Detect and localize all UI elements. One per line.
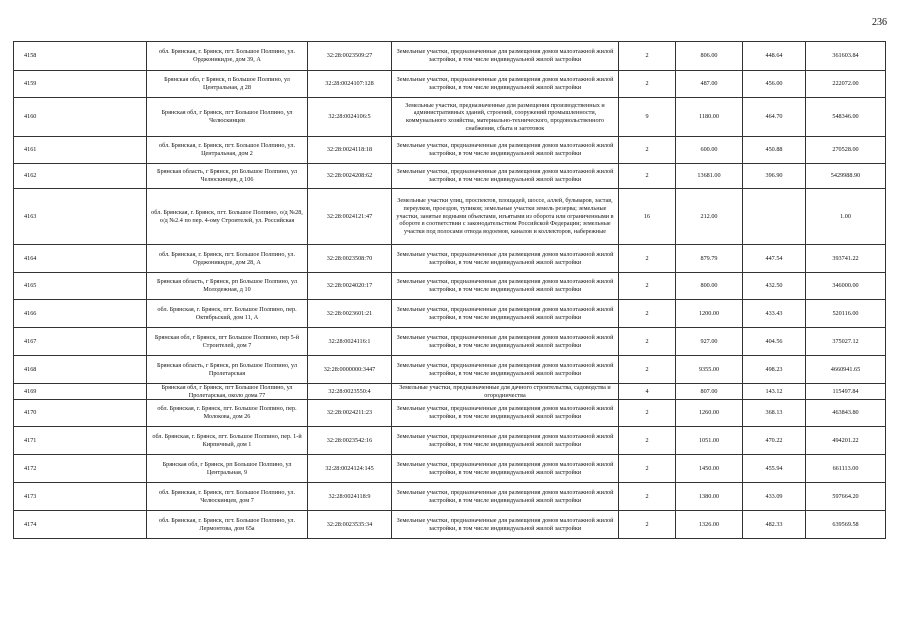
row-number-cell-text: 4162 [24,172,37,180]
land-use-cell-text: Земельные участки, предназначенные для размещения домов малоэтажной жилой застройки, в том числе индивидуальной жилой застройки [396,516,614,532]
address-cell [147,189,308,245]
specific-value-cell [743,511,806,539]
area-cell [676,273,743,300]
cadastral-number-cell [308,164,392,189]
land-use-cell [392,328,619,356]
cadastral-number-cell-text: 32:28:0024020:17 [326,282,373,290]
address-cell [147,427,308,455]
cadastral-value-cell-text: 115497.84 [832,387,859,395]
area-cell-text: 487.00 [700,80,718,88]
specific-value-cell [743,98,806,137]
cadastral-number-cell-text: 32:28:0023550:4 [328,387,371,395]
land-use-cell [392,384,619,400]
area-cell [676,137,743,164]
cadastral-value-cell [806,427,886,455]
area-cell [676,245,743,273]
specific-value-cell [743,71,806,98]
cadastral-value-cell-text: 463843.80 [832,409,859,417]
area-cell-text: 1450.00 [698,464,720,472]
row-number-cell-text: 4167 [24,337,37,345]
table-row [14,356,886,384]
cadastral-value-cell [806,511,886,539]
address-cell-text: Брянская область, г Брянск, рп Большое Полпино, ул Челюскинцев, д 106 [157,168,297,183]
row-number-cell-text: 4164 [24,254,37,262]
area-cell [676,483,743,511]
specific-value-cell-text: 498.23 [765,365,783,373]
address-cell [147,137,308,164]
cadastral-value-cell-text: 661113.00 [832,464,859,472]
cadastral-number-cell-text: 32:28:0024107:128 [325,80,374,88]
area-cell-text: 9355.00 [698,365,720,373]
address-cell [147,273,308,300]
address-cell-text: Брянская область, г Брянск, рп Большое Полпино, ул Молодежная, д 10 [157,278,297,293]
cadastral-value-cell [806,42,886,71]
cadastral-number-cell-text: 32:28:0024121:47 [326,212,373,220]
specific-value-cell [743,328,806,356]
land-use-cell [392,137,619,164]
specific-value-cell [743,189,806,245]
land-use-cell-text: Земельные участки, предназначенные для размещения домов малоэтажной жилой застройки, в том числе индивидуальной жилой застройки [396,333,614,349]
area-cell-text: 600.00 [700,146,718,154]
land-use-cell [392,400,619,427]
land-use-cell [392,42,619,71]
cadastral-value-cell-text: 5429988.90 [830,172,861,180]
cadastral-value-cell-text: 520116.00 [832,309,859,317]
cadastral-number-cell-text: 32:28:0024118:9 [328,492,371,500]
area-cell [676,400,743,427]
table-body [14,42,886,539]
address-cell [147,42,308,71]
table-row [14,328,886,356]
cadastral-number-cell [308,71,392,98]
use-group-cell [619,384,676,400]
area-cell-text: 1260.00 [698,409,720,417]
address-cell [147,328,308,356]
specific-value-cell-text: 455.94 [765,464,783,472]
area-cell-text: 13681.00 [697,172,721,180]
address-cell [147,400,308,427]
use-group-cell-text: 16 [643,212,651,220]
area-cell [676,511,743,539]
table-row [14,300,886,328]
address-cell [147,356,308,384]
use-group-cell-text: 2 [645,464,649,472]
land-use-cell-text: Земельные участки, предназначенные для размещения домов малоэтажной жилой застройки, в том числе индивидуальной жилой застройки [396,48,614,63]
area-cell-text: 212.00 [700,212,718,220]
table-row [14,164,886,189]
address-cell [147,455,308,483]
cadastral-value-cell-text: 639569.58 [832,520,859,528]
area-cell [676,356,743,384]
address-cell-text: Брянская обл, г Брянск, п Большое Полпино, ул Центральная, д 28 [164,76,290,91]
cadastral-value-cell [806,71,886,98]
specific-value-cell-text: 396.90 [765,172,783,180]
specific-value-cell [743,356,806,384]
address-cell-text: обл. Брянская, г. Брянск, пгт. Большое Полпино, ул. Лермонтова, дом 65а [158,516,296,532]
specific-value-cell-text: 433.43 [765,309,783,317]
address-cell [147,98,308,137]
cadastral-number-cell-text: 32:28:0024106:5 [328,113,371,121]
use-group-cell [619,98,676,137]
land-use-cell [392,483,619,511]
row-number-cell [14,400,147,427]
land-use-cell-text: Земельные участки, предназначенные для размещения домов малоэтажной жилой застройки, в том числе индивидуальной жилой застройки [396,488,614,504]
use-group-cell-text: 2 [645,409,649,417]
row-number-cell-text: 4163 [24,212,37,220]
address-cell-text: Брянская обл, г Брянск, пгт Большое Полпино, ул Пролетарская, около дома 77 [161,384,293,399]
land-use-cell [392,300,619,328]
row-number-cell-text: 4159 [24,80,37,88]
use-group-cell [619,455,676,483]
row-number-cell [14,356,147,384]
address-cell [147,245,308,273]
cadastral-number-cell-text: 32:28:0000000:3447 [323,365,376,373]
land-use-cell-text: Земельные участки улиц, проспектов, площадей, шоссе, аллей, бульваров, застав, переулков, проездов, тупиков; земельные участки земель резерва; земельные участки, занятые водными объектами, изъятыми из оборота или ограниченными в обороте в соответствии с законодательством Российской Федерации; земельные участки под полосами отвода водоемов, каналов и коллекторов, набережные [396,197,614,236]
table-row [14,71,886,98]
address-cell-text: обл. Брянская, г. Брянск, пгт. Большое Полпино, ул. Орджоникидзе, дом 39, А [158,48,296,63]
land-use-cell-text: Земельные участки, предназначенные для размещения домов малоэтажной жилой застройки, в том числе индивидуальной жилой застройки [396,432,614,448]
cadastral-value-cell [806,98,886,137]
area-cell [676,71,743,98]
page-number: 236 [872,17,887,28]
land-use-cell [392,511,619,539]
specific-value-cell-text: 143.12 [765,387,783,395]
specific-value-cell-text: 433.09 [765,492,783,500]
address-cell-text: Брянская обл, г Брянск, пгт Большое Полпино, пер 5-й Строителей, дом 7 [154,333,300,349]
cadastral-number-cell [308,273,392,300]
cadastral-value-cell-text: 375027.12 [832,337,859,345]
row-number-cell [14,455,147,483]
address-cell [147,300,308,328]
address-cell [147,511,308,539]
row-number-cell [14,42,147,71]
cadastral-value-cell [806,455,886,483]
specific-value-cell-text: 450.88 [765,146,783,154]
specific-value-cell-text: 368.13 [765,409,783,417]
land-use-cell [392,71,619,98]
cadastral-number-cell-text: 32:28:0024116:1 [328,337,371,345]
row-number-cell-text: 4172 [24,464,37,472]
use-group-cell [619,511,676,539]
row-number-cell [14,98,147,137]
row-number-cell-text: 4170 [24,409,37,417]
cadastral-number-cell [308,300,392,328]
row-number-cell [14,384,147,400]
area-cell [676,455,743,483]
area-cell [676,427,743,455]
address-cell [147,71,308,98]
land-use-cell-text: Земельные участки, предназначенные для размещения домов малоэтажной жилой застройки, в том числе индивидуальной жилой застройки [396,142,614,157]
row-number-cell-text: 4161 [24,146,37,154]
specific-value-cell-text: 404.56 [765,337,783,345]
use-group-cell [619,356,676,384]
area-cell-text: 800.00 [700,282,718,290]
specific-value-cell [743,427,806,455]
specific-value-cell [743,300,806,328]
use-group-cell-text: 2 [645,52,649,60]
table-row [14,42,886,71]
specific-value-cell-text: 447.54 [765,254,783,262]
specific-value-cell [743,164,806,189]
use-group-cell-text: 2 [645,337,649,345]
address-cell [147,384,308,400]
use-group-cell [619,483,676,511]
use-group-cell-text: 2 [645,436,649,444]
use-group-cell [619,71,676,98]
use-group-cell [619,300,676,328]
address-cell [147,483,308,511]
use-group-cell-text: 2 [645,172,649,180]
row-number-cell [14,273,147,300]
land-use-cell-text: Земельные участки, предназначенные для размещения производственных и административных зданий, строений, сооружений промышленности, коммунального хозяйства, материально-технического, продовольственного снабжения, сбыта и заготовок [405,101,605,132]
land-use-cell-text: Земельные участки, предназначенные для размещения домов малоэтажной жилой застройки, в том числе индивидуальной жилой застройки [396,250,614,266]
cadastral-value-cell-text: 393741.22 [832,254,859,262]
land-use-cell-text: Земельные участки, предназначенные для размещения домов малоэтажной жилой застройки, в том числе индивидуальной жилой застройки [396,361,614,377]
cadastral-value-cell-text: 361603.84 [832,52,859,60]
cadastral-value-cell [806,245,886,273]
use-group-cell [619,245,676,273]
row-number-cell [14,71,147,98]
specific-value-cell [743,400,806,427]
cadastral-value-cell-text: 548346.00 [832,113,859,121]
use-group-cell-text: 2 [645,309,649,317]
land-use-cell-text: Земельные участки, предназначенные для размещения домов малоэтажной жилой застройки, в том числе индивидуальной жилой застройки [396,405,614,420]
area-cell-text: 806.00 [700,52,718,60]
use-group-cell-text: 2 [645,520,649,528]
area-cell [676,164,743,189]
area-cell [676,328,743,356]
area-cell [676,300,743,328]
table-row [14,483,886,511]
use-group-cell-text: 4 [645,387,649,395]
use-group-cell [619,42,676,71]
address-cell-text: обл. Брянская, г. Брянск, пгт. Большое Полпино, о/д №28, о/д №2.4 по пер. 4-ому Строителей, ул. Российская [151,208,303,224]
use-group-cell-text: 9 [645,113,649,121]
use-group-cell [619,273,676,300]
address-cell-text: обл. Брянская, г. Брянск, пгт. Большое Полпино, ул. Челюскинцев, дом 7 [158,488,296,504]
specific-value-cell-text: 432.50 [765,282,783,290]
land-use-cell [392,98,619,137]
cadastral-value-cell [806,164,886,189]
land-use-cell-text: Земельные участки, предназначенные для размещения домов малоэтажной жилой застройки, в том числе индивидуальной жилой застройки [396,168,614,183]
area-cell [676,384,743,400]
specific-value-cell-text: 470.22 [765,436,783,444]
row-number-cell-text: 4165 [24,282,37,290]
specific-value-cell [743,483,806,511]
use-group-cell-text: 2 [645,282,649,290]
table-row [14,427,886,455]
address-cell-text: обл. Брянская, г. Брянск, пгт. Большое Полпино, пер. Октябрьский, дом 11, А [157,305,297,321]
specific-value-cell [743,273,806,300]
cadastral-value-cell-text: 494201.22 [832,436,859,444]
area-cell-text: 1380.00 [698,492,720,500]
specific-value-cell-text: 482.33 [765,520,783,528]
cadastral-number-cell [308,328,392,356]
address-cell-text: обл. Брянская, г. Брянск, пгт. Большое Полпино, ул. Центральная, дом 2 [158,142,296,157]
address-cell-text: обл. Брянская, г. Брянск, пгт. Большое Полпино, ул. Орджоникидзе, дом 28, А [158,250,296,266]
row-number-cell [14,427,147,455]
cadastral-number-cell-text: 32:28:0024208:62 [326,172,373,180]
cadastral-value-cell [806,384,886,400]
use-group-cell [619,400,676,427]
table-row [14,245,886,273]
cadastral-number-cell [308,455,392,483]
cadastral-value-cell-text: 1.00 [840,212,851,220]
address-cell-text: Брянская обл, г Брянск, рп Большое Полпино, ул Центральная, 9 [162,460,292,476]
use-group-cell [619,427,676,455]
row-number-cell [14,245,147,273]
use-group-cell [619,189,676,245]
cadastral-number-cell [308,245,392,273]
cadastral-value-cell [806,356,886,384]
cadastral-value-cell-text: 597664.20 [832,492,859,500]
table-row [14,98,886,137]
specific-value-cell-text: 456.00 [765,80,783,88]
use-group-cell [619,164,676,189]
address-cell-text: обл. Брянская, г. Брянск, пгт. Большое Полпино, пер. 1-й Кирпичный, дом 1 [152,432,302,448]
cadastral-value-cell-text: 346000.00 [832,282,859,290]
area-cell-text: 879.79 [700,254,718,262]
cadastral-number-cell-text: 32:28:0023508:70 [326,254,373,262]
area-cell-text: 1326.00 [698,520,720,528]
address-cell [147,164,308,189]
table-row [14,273,886,300]
cadastral-value-cell [806,400,886,427]
row-number-cell [14,300,147,328]
area-cell-text: 927.00 [700,337,718,345]
row-number-cell [14,137,147,164]
row-number-cell [14,189,147,245]
specific-value-cell [743,42,806,71]
table-row [14,189,886,245]
cadastral-value-cell [806,300,886,328]
area-cell [676,189,743,245]
row-number-cell [14,328,147,356]
table-row [14,455,886,483]
land-use-cell [392,189,619,245]
cadastral-value-cell [806,483,886,511]
specific-value-cell [743,384,806,400]
cadastral-value-cell [806,189,886,245]
specific-value-cell-text: 448.64 [765,52,783,60]
row-number-cell [14,511,147,539]
table-row [14,400,886,427]
cadastral-number-cell [308,42,392,71]
cadastral-number-cell [308,384,392,400]
cadastral-number-cell-text: 32:28:0023509:27 [326,52,373,60]
cadastral-number-cell [308,98,392,137]
land-use-cell-text: Земельные участки, предназначенные для размещения домов малоэтажной жилой застройки, в том числе индивидуальной жилой застройки [396,278,614,293]
area-cell-text: 1180.00 [699,113,719,121]
row-number-cell-text: 4169 [24,387,37,395]
row-number-cell-text: 4174 [24,520,37,528]
cadastral-value-cell [806,273,886,300]
use-group-cell [619,137,676,164]
table-row [14,511,886,539]
land-use-cell-text: Земельные участки, предназначенные для дачного строительства, садоводства и огородничества [399,384,611,399]
table-row [14,137,886,164]
land-use-cell [392,427,619,455]
land-use-cell-text: Земельные участки, предназначенные для размещения домов малоэтажной жилой застройки, в том числе индивидуальной жилой застройки [396,460,614,476]
land-use-cell [392,273,619,300]
land-use-cell [392,245,619,273]
cadastral-value-cell-text: 222072.00 [832,80,859,88]
area-cell-text: 1200.00 [698,309,720,317]
land-use-cell [392,455,619,483]
specific-value-cell [743,137,806,164]
row-number-cell-text: 4173 [24,492,37,500]
cadastral-value-cell-text: 4660941.65 [830,365,861,373]
land-use-cell-text: Земельные участки, предназначенные для размещения домов малоэтажной жилой застройки, в том числе индивидуальной жилой застройки [396,305,614,321]
cadastral-number-cell [308,400,392,427]
cadastral-value-cell [806,328,886,356]
cadastral-number-cell-text: 32:28:0023535:34 [326,520,373,528]
use-group-cell-text: 2 [645,254,649,262]
row-number-cell [14,483,147,511]
cadastral-value-cell [806,137,886,164]
use-group-cell [619,328,676,356]
address-cell-text: обл. Брянская, г. Брянск, пгт. Большое Полпино, пер. Молокова, дом 26 [157,405,297,420]
land-use-cell-text: Земельные участки, предназначенные для размещения домов малоэтажной жилой застройки, в том числе индивидуальной жилой застройки [396,76,614,91]
cadastral-number-cell-text: 32:28:0024211:23 [326,409,373,417]
cadastral-number-cell-text: 32:28:0024118:18 [326,146,373,154]
cadastral-number-cell [308,356,392,384]
use-group-cell-text: 2 [645,492,649,500]
cadastral-number-cell-text: 32:28:0024124:145 [325,464,374,472]
specific-value-cell [743,245,806,273]
row-number-cell-text: 4171 [24,436,37,444]
cadastral-number-cell-text: 32:28:0023601:21 [326,309,373,317]
cadastral-number-cell [308,483,392,511]
cadastral-number-cell-text: 32:28:0023542:16 [326,436,373,444]
row-number-cell-text: 4168 [24,365,37,373]
row-number-cell-text: 4158 [24,52,37,60]
area-cell [676,98,743,137]
land-use-cell [392,164,619,189]
row-number-cell-text: 4166 [24,309,37,317]
address-cell-text: Брянская обл, г Брянск, пгт Большое Полпино, ул Челюскинцев [161,109,293,124]
use-group-cell-text: 2 [645,365,649,373]
area-cell [676,42,743,71]
row-number-cell-text: 4160 [24,113,37,121]
use-group-cell-text: 2 [645,80,649,88]
address-cell-text: Брянская область, г Брянск, рп Большое Полпино, ул Пролетарская [157,361,297,377]
land-registry-table [13,41,886,539]
cadastral-number-cell [308,137,392,164]
use-group-cell-text: 2 [645,146,649,154]
area-cell-text: 807.00 [700,387,718,395]
cadastral-number-cell [308,427,392,455]
cadastral-number-cell [308,189,392,245]
row-number-cell [14,164,147,189]
table-row [14,384,886,400]
land-use-cell [392,356,619,384]
cadastral-value-cell-text: 270528.00 [832,146,859,154]
specific-value-cell [743,455,806,483]
cadastral-number-cell [308,511,392,539]
area-cell-text: 1051.00 [698,436,720,444]
specific-value-cell-text: 464.70 [765,113,783,121]
